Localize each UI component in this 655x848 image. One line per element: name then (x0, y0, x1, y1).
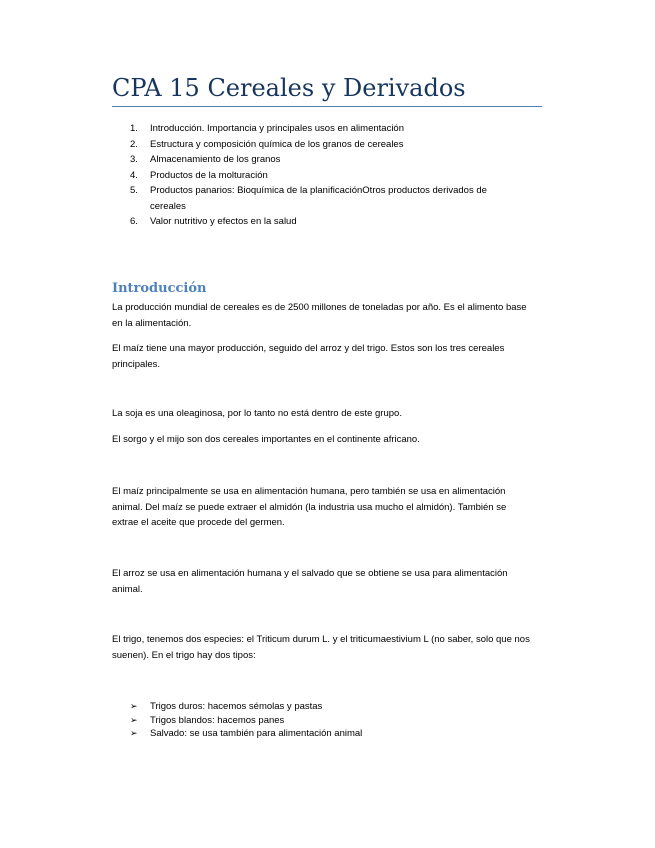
toc-text: Productos de la molturación (150, 169, 268, 181)
paragraph: La soja es una oleaginosa, por lo tanto no está dentro de este grupo. (112, 408, 402, 419)
list-item (130, 700, 510, 714)
toc-text: Introducción. Importancia y principales usos en alimentación (150, 123, 404, 134)
list-item (130, 727, 510, 741)
toc-number: 5. (130, 185, 138, 196)
toc-number: 6. (130, 216, 138, 227)
list-item-text: Trigos blandos: hacemos panes (150, 714, 285, 726)
list-item-text: Trigos duros: hacemos sémolas y pastas (150, 701, 323, 712)
table-of-contents (130, 121, 520, 230)
toc-number: 4. (130, 169, 138, 181)
arrow-bullet-icon: ➢ (130, 728, 138, 738)
toc-number: 2. (130, 138, 138, 150)
paragraph: El arroz se usa en alimentación humana y el salvado que se obtiene se usa para alimentación animal. (112, 568, 508, 595)
toc-item (130, 183, 520, 214)
toc-number: 3. (130, 154, 138, 165)
toc-number: 1. (130, 123, 138, 134)
list-item-text: Salvado: se usa también para alimentación animal (150, 728, 363, 739)
list-item (130, 714, 510, 728)
arrow-bullet-icon: ➢ (130, 714, 138, 725)
toc-text: Almacenamiento de los granos (150, 154, 281, 165)
bullet-list (130, 700, 510, 741)
section-heading: Introducción (112, 281, 207, 296)
toc-item (130, 152, 520, 168)
arrow-bullet-icon: ➢ (130, 701, 138, 711)
toc-item (130, 121, 520, 137)
toc-text: Productos panarios: Bioquímica de la planificaciónOtros productos derivados de cereales (150, 185, 487, 212)
toc-item (130, 137, 520, 153)
document-title: CPA 15 Cereales y Derivados (112, 71, 542, 107)
paragraph: El sorgo y el mijo son dos cereales importantes en el continente africano. (112, 434, 420, 445)
toc-item (130, 168, 520, 184)
paragraph: El trigo, tenemos dos especies: el Triticum durum L. y el triticumaestivium L (no saber, solo que nos suenen). En el trigo hay dos tipos: (112, 634, 530, 661)
toc-text: Estructura y composición química de los granos de cereales (150, 138, 404, 150)
paragraph: El maíz tiene una mayor producción, seguido del arroz y del trigo. Estos son los tres cereales principales. (112, 343, 505, 370)
paragraph: La producción mundial de cereales es de 2500 millones de toneladas por año. Es el alimento base en la alimentación. (112, 302, 527, 329)
toc-text: Valor nutritivo y efectos en la salud (150, 216, 297, 227)
paragraph: El maíz principalmente se usa en alimentación humana, pero también se usa en alimentación animal. Del maíz se puede extraer el almidón (la industria usa mucho el almidón). También se extrae el aceite que procede del germen. (112, 486, 507, 528)
toc-item (130, 214, 520, 230)
